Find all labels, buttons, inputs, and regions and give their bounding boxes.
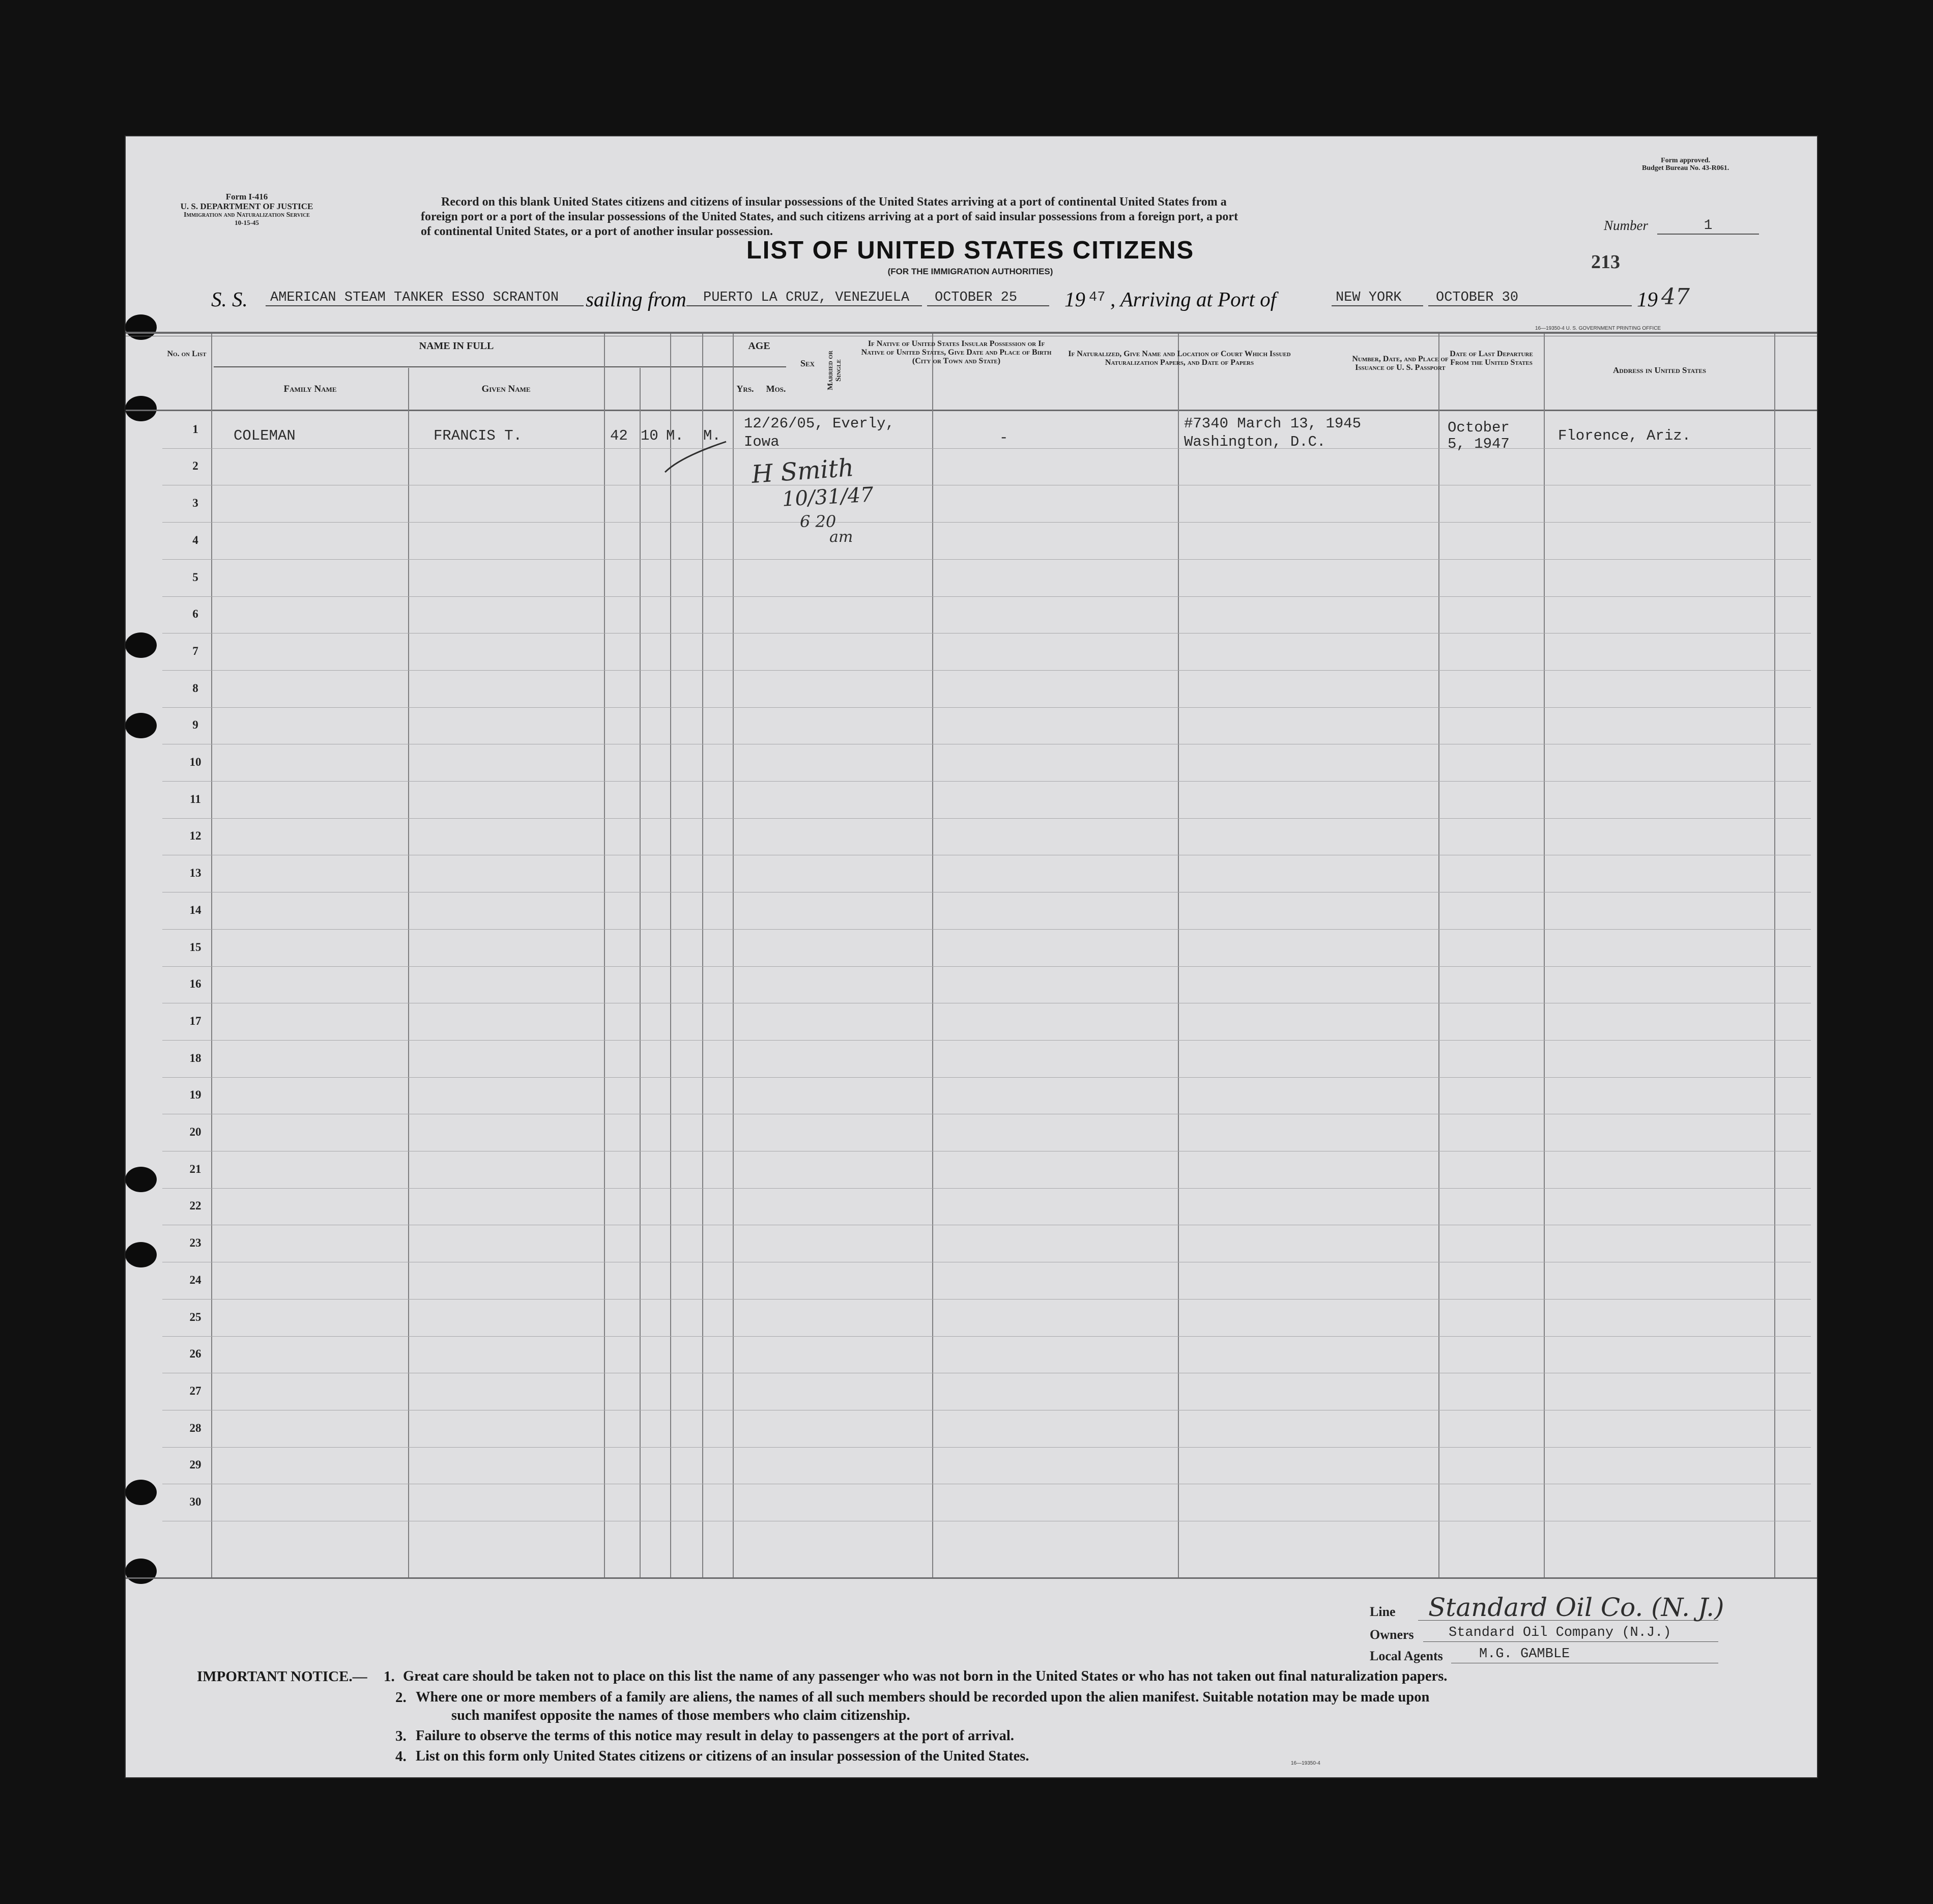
row-rule	[162, 670, 1811, 671]
row-rule	[162, 596, 1811, 597]
row-rule	[162, 448, 1811, 449]
cell-birth-line1: 12/26/05, Everly,	[744, 415, 895, 432]
notice-item-3: Failure to observe the terms of this notice may result in delay to passengers at the port of arrival.	[416, 1728, 1014, 1744]
row-number: 8	[192, 682, 198, 695]
age-group-rule	[730, 366, 786, 367]
cell-naturalized: -	[999, 429, 1008, 446]
header-naturalized: If Naturalized, Give Name and Location of Court Which Issued Naturalization Papers, and Date of Papers	[1068, 350, 1291, 367]
notice-item-number: 3.	[395, 1728, 407, 1744]
punch-hole	[125, 396, 157, 421]
row-number: 14	[189, 904, 201, 916]
year-prefix: 19	[1064, 287, 1085, 311]
page-title: LIST OF UNITED STATES CITIZENS	[746, 237, 1195, 264]
cell-passport-line1: #7340 March 13, 1945	[1184, 415, 1362, 432]
instruction-line: foreign port or a port of the insular possessions of the United States, and such citizens arriving at a port of said insular possessions from a foreign port, a port	[421, 210, 1238, 223]
cell-married: M.	[703, 427, 721, 444]
owners-value: Standard Oil Company (N.J.)	[1449, 1625, 1671, 1640]
line-label: Line	[1370, 1604, 1396, 1619]
notice-item-4: List on this form only United States citizens or citizens of an insular possession of the United States.	[416, 1748, 1029, 1764]
row-rule	[162, 1299, 1811, 1300]
notice-item-2: Where one or more members of a family are aliens, the names of all such members should be recorded upon the alien manifest. Suitable notation may be made upon	[416, 1689, 1430, 1705]
cell-age-years: 42	[610, 427, 628, 444]
departure-year: 47	[1089, 290, 1106, 305]
cell-departure-line1: October	[1448, 419, 1510, 436]
local-agents-value: M.G. GAMBLE	[1479, 1647, 1570, 1662]
header-family-name: Family Name	[283, 384, 337, 394]
column-divider	[702, 334, 703, 1577]
row-rule	[162, 781, 1811, 782]
year-prefix: 19	[1637, 287, 1658, 311]
arrival-date-underline	[1428, 305, 1632, 306]
stamp-number: 213	[1591, 251, 1620, 273]
from-port-underline	[698, 305, 922, 306]
form-approval	[1642, 157, 1729, 172]
punch-hole	[125, 1480, 157, 1505]
row-rule	[162, 966, 1811, 967]
cell-address: Florence, Ariz.	[1558, 427, 1691, 444]
notice-item-2-continued: such manifest opposite the names of those members who claim citizenship.	[451, 1708, 910, 1723]
sailing-label: sailing from	[584, 287, 686, 311]
column-divider	[932, 334, 933, 1577]
budget-bureau-line: Budget Bureau No. 43-R061.	[1642, 164, 1729, 172]
departure-date: OCTOBER 25	[935, 290, 1018, 305]
notice-item-number: 1.	[384, 1668, 395, 1685]
row-number: 1	[192, 423, 198, 436]
punch-hole	[125, 632, 157, 658]
inspection-time: 6 20	[800, 512, 836, 531]
row-number: 10	[189, 756, 201, 768]
service-name: Immigration and Naturalization Service	[184, 211, 310, 219]
row-number: 12	[189, 829, 201, 842]
cell-passport-line2: Washington, D.C.	[1184, 434, 1326, 450]
cell-family-name: COLEMAN	[234, 427, 296, 444]
row-number: 6	[192, 608, 198, 620]
row-rule	[162, 929, 1811, 930]
row-number: 23	[189, 1236, 201, 1249]
form-identity	[155, 192, 338, 226]
cell-age-months: 10	[641, 427, 658, 444]
inspection-date: 10/31/47	[781, 483, 874, 511]
notice-item-1: Great care should be taken not to place on this list the name of any passenger who was not born in the United States or who has not taken out final naturalization papers.	[403, 1668, 1448, 1684]
row-rule	[162, 559, 1811, 560]
arrival-port: NEW YORK	[1336, 290, 1402, 305]
row-rule	[162, 1188, 1811, 1189]
form-date-code: 10-15-45	[235, 218, 259, 226]
name-group-rule	[214, 366, 749, 367]
check-stroke-icon	[650, 426, 752, 477]
departure-date-underline	[927, 305, 1049, 306]
gpo-note: 16—19350-4 U. S. GOVERNMENT PRINTING OFFICE	[1535, 326, 1661, 331]
column-divider	[640, 368, 641, 1577]
row-number: 16	[189, 977, 201, 990]
row-number: 21	[189, 1163, 201, 1175]
notice-item-number: 2.	[395, 1689, 407, 1706]
vessel-name: AMERICAN STEAM TANKER ESSO SCRANTON	[270, 290, 559, 305]
header-given-name: Given Name	[481, 384, 531, 394]
row-number: 26	[189, 1347, 201, 1360]
row-number: 18	[189, 1052, 201, 1064]
row-number: 2	[192, 459, 198, 472]
owners-label: Owners	[1370, 1627, 1414, 1642]
row-number: 19	[189, 1088, 201, 1101]
arrival-port-underline	[1332, 305, 1423, 306]
header-native-birth: If Native of United States Insular Possession or If Native of United States, Give Date and Place of Birth (City or Town and State)	[861, 339, 1052, 365]
header-address: Address in United States	[1612, 365, 1707, 375]
approval-line: Form approved.	[1661, 157, 1711, 164]
punch-hole	[125, 1242, 157, 1267]
row-number: 3	[192, 497, 198, 509]
header-age: AGE	[748, 340, 770, 352]
header-bottom-rule	[126, 410, 1817, 411]
column-divider	[408, 368, 409, 1577]
department-name: U. S. DEPARTMENT OF JUSTICE	[180, 201, 313, 211]
list-number-value: 1	[1657, 218, 1759, 235]
table-bottom-rule	[126, 1577, 1817, 1579]
row-rule	[162, 522, 1811, 523]
header-yrs: Yrs.	[736, 384, 754, 394]
row-number: 29	[189, 1458, 201, 1471]
cell-birth-line2: Iowa	[744, 434, 780, 450]
column-divider	[211, 334, 212, 1577]
row-rule	[162, 707, 1811, 708]
row-number: 24	[189, 1274, 201, 1286]
row-number: 28	[189, 1422, 201, 1434]
punch-hole	[125, 1167, 157, 1192]
inspector-signature: H Smith	[751, 453, 855, 489]
form-instructions	[421, 195, 1238, 239]
cell-departure-line2: 5, 1947	[1448, 436, 1510, 452]
row-number: 7	[192, 645, 198, 657]
table-top-rule	[126, 332, 1817, 334]
row-number: 17	[189, 1015, 201, 1027]
inspection-meridiem: am	[829, 528, 853, 546]
local-agents-label: Local Agents	[1370, 1649, 1443, 1663]
cell-given-name: FRANCIS T.	[434, 427, 523, 444]
header-name-in-full: NAME IN FULL	[419, 340, 494, 352]
punch-hole	[125, 713, 157, 738]
row-rule	[162, 1447, 1811, 1448]
row-number: 9	[192, 718, 198, 731]
notice-heading: IMPORTANT NOTICE.—	[197, 1668, 367, 1685]
page-subtitle: (FOR THE IMMIGRATION AUTHORITIES)	[887, 267, 1053, 276]
from-port: PUERTO LA CRUZ, VENEZUELA	[703, 290, 910, 305]
header-mos: Mos.	[766, 384, 786, 394]
line-signature: Standard Oil Co. (N. J.)	[1428, 1593, 1724, 1622]
notice-item-number: 4.	[395, 1748, 407, 1765]
column-divider	[1774, 334, 1775, 1577]
column-divider	[670, 334, 671, 1577]
row-number: 5	[192, 571, 198, 584]
row-number: 4	[192, 534, 198, 546]
header-no-on-list: No. on List	[167, 350, 207, 358]
cell-sex: M.	[666, 427, 684, 444]
arrival-date: OCTOBER 30	[1436, 290, 1519, 305]
row-number: 27	[189, 1384, 201, 1397]
column-divider	[604, 334, 605, 1577]
row-rule	[162, 1040, 1811, 1041]
row-number: 22	[189, 1199, 201, 1212]
row-number: 15	[189, 941, 201, 954]
row-rule	[162, 1077, 1811, 1078]
column-divider	[1544, 334, 1545, 1577]
header-married-single: Married or Single	[826, 351, 843, 390]
column-divider	[733, 334, 734, 1577]
punch-hole	[125, 1559, 157, 1584]
row-number: 30	[189, 1495, 201, 1508]
header-sex: Sex	[800, 358, 815, 368]
instruction-line: Record on this blank United States citizens and citizens of insular possessions of the United States arriving at a port of continental United States from a	[441, 195, 1227, 209]
form-number: Form I-416	[225, 192, 268, 201]
column-divider	[1438, 334, 1439, 1577]
footer-code: 16—19350-4	[1291, 1761, 1320, 1766]
row-rule	[162, 818, 1811, 819]
row-number: 11	[190, 793, 201, 805]
arrival-year: 47	[1661, 284, 1690, 310]
row-number: 25	[189, 1311, 201, 1323]
header-passport: Number, Date, and Place of Issuance of U. S. Passport	[1352, 355, 1449, 372]
arriving-label: , Arriving at Port of	[1110, 287, 1277, 311]
list-number-label: Number	[1604, 218, 1648, 233]
column-divider	[1178, 334, 1179, 1577]
ss-label: S. S.	[211, 287, 248, 311]
row-number: 13	[189, 867, 201, 879]
row-rule	[162, 1336, 1811, 1337]
owners-underline	[1423, 1641, 1718, 1642]
instruction-line: of continental United States, or a port of another insular possession.	[421, 224, 773, 238]
row-number: 20	[189, 1126, 201, 1138]
manifest-page	[126, 136, 1817, 1777]
header-last-departure: Date of Last Departure From the United States	[1450, 350, 1533, 367]
